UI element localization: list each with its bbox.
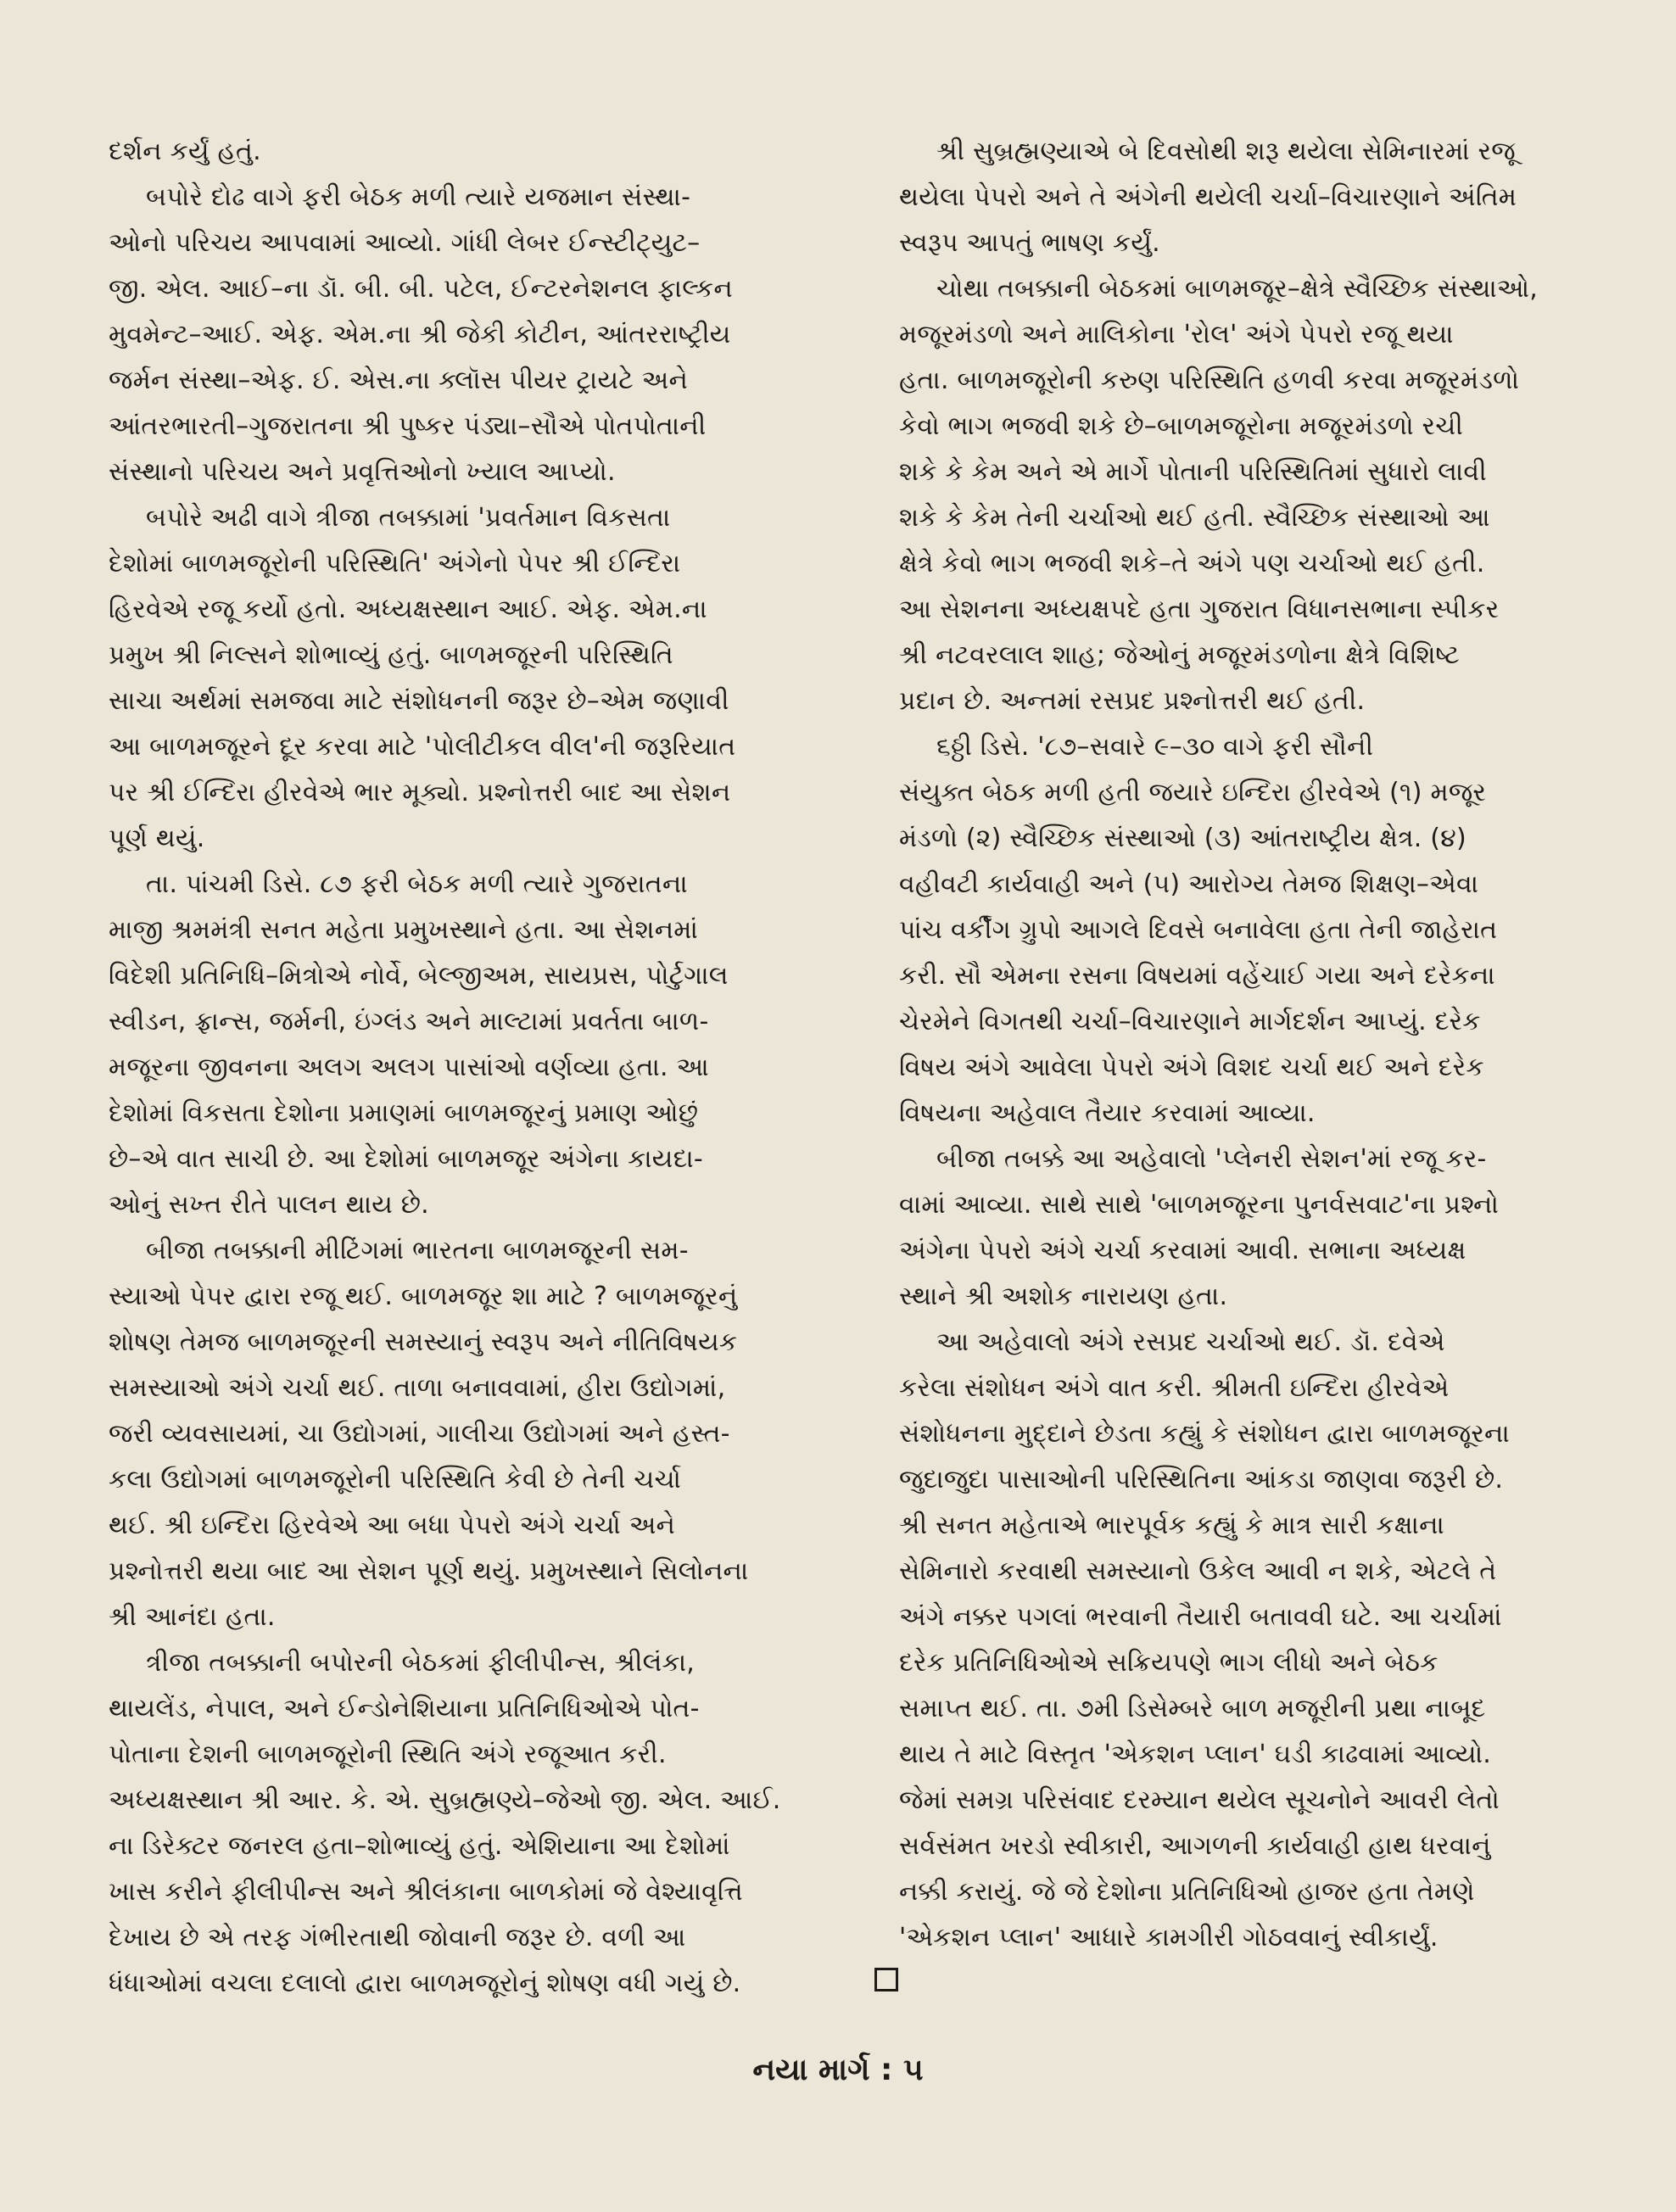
text-line: ખાસ કરીને ફીલીપીન્સ અને શ્રીલંકાના બાળકોમાં જે વેશ્યાવૃત્તિ	[109, 1877, 743, 1907]
text-line: પર શ્રી ઈન્દિરા હીરવેએ ભાર મૂક્યો. પ્રશ્નોત્તરી બાદ આ સેશન	[109, 778, 731, 807]
text-line: થઈ. શ્રી ઇન્દિરા હિરવેએ આ બધા પેપરો અંગે ચર્ચા અને	[109, 1511, 676, 1540]
right-text-column	[899, 129, 1645, 1961]
text-line: થાયલેંડ, નેપાલ, અને ઈન્ડોનેશિયાના પ્રતિનિધિઓએ પોત-	[109, 1694, 700, 1723]
text-line: શોષણ તેમજ બાળમજૂરની સમસ્યાનું સ્વરૂપ અને નીતિવિષયક	[109, 1327, 738, 1357]
text-line: શ્રી સુબ્રહ્મણ્યાએ બે દિવસોથી શરૂ થયેલા સેમિનારમાં રજૂ	[936, 137, 1516, 166]
text-line: સાચા અર્થમાં સમજવા માટે સંશોધનની જરૂર છે–એમ જણાવી	[109, 686, 729, 716]
text-line: સમસ્યાઓ અંગે ચર્ચા થઈ. તાળા બનાવવામાં, હીરા ઉદ્યોગમાં,	[109, 1373, 726, 1403]
text-line: વિદેશી પ્રતિનિધિ–મિત્રોએ નોર્વે, બેલ્જીઅમ, સાયપ્રસ, પોર્ટુગાલ	[109, 961, 729, 991]
text-line: ઓનો પરિચય આપવામાં આવ્યો. ગાંધી લેબર ઈન્સ્ટીટ્યુટ–	[109, 228, 701, 258]
text-line: પ્રમુખ શ્રી નિલ્સને શોભાવ્યું હતું. બાળમજૂરની પરિસ્થિતિ	[109, 640, 673, 670]
text-line: અંગેના પેપરો અંગે ચર્ચા કરવામાં આવી. સભાના અધ્યક્ષ	[899, 1236, 1466, 1265]
text-line: ધંધાઓમાં વચલા દલાલો દ્વારા બાળમજૂરોનું શોષણ વધી ગયું છે.	[109, 1969, 741, 1998]
text-line: આ બાળમજૂરને દૂર કરવા માટે 'પોલીટીકલ વીલ'ની જરૂરિયાત	[109, 732, 736, 762]
paragraph	[899, 266, 1645, 724]
text-line: કલા ઉદ્યોગમાં બાળમજૂરોની પરિસ્થિતિ કેવી છે તેની ચર્ચા	[109, 1465, 682, 1494]
text-line: સંસ્થાનો પરિચય અને પ્રવૃત્તિઓનો ખ્યાલ આપ્યો.	[109, 457, 616, 487]
page-footer: નયા માર્ગ : ૫	[752, 2053, 924, 2087]
text-line: શકે કે કેમ અને એ માર્ગે પોતાની પરિસ્થિતિમાં સુધારો લાવી	[899, 457, 1487, 487]
text-line: નક્કી કરાયું. જે જે દેશોના પ્રતિનિધિઓ હાજર હતા તેમણે	[899, 1877, 1475, 1907]
text-line: દેશોમાં વિકસતા દેશોના પ્રમાણમાં બાળમજૂરનું પ્રમાણ ઓછું	[109, 1098, 699, 1128]
text-line: વહીવટી કાર્યવાહી અને (૫) આરોગ્ય તેમજ શિક્ષણ–એવા	[899, 869, 1479, 899]
text-line: પાંચ વર્કીંગ ગ્રુપો આગલે દિવસે બનાવેલા હતા તેની જાહેરાત	[899, 915, 1498, 945]
text-line: દર્શન કર્યું હતું.	[109, 137, 261, 166]
text-line: શ્રી નટવરલાલ શાહ; જેઓનું મજૂરમંડળોના ક્ષેત્રે વિશિષ્ટ	[899, 640, 1460, 670]
text-line: માજી શ્રમમંત્રી સનત મહેતા પ્રમુખસ્થાને હતા. આ સેશનમાં	[109, 915, 699, 945]
text-line: સંયુક્ત બેઠક મળી હતી જયારે ઇન્દિરા હીરવેએ (૧) મજૂર	[899, 778, 1487, 807]
text-line: દેશોમાં બાળમજૂરોની પરિસ્થિતિ' અંગેનો પેપર શ્રી ઈન્દિરા	[109, 549, 681, 578]
text-line: સર્વસંમત ખરડો સ્વીકારી, આગળની કાર્યવાહી હાથ ધરવાનું	[899, 1831, 1491, 1861]
text-line: પૂર્ણ થયું.	[109, 824, 205, 853]
paragraph	[899, 724, 1645, 1137]
text-line: 'એકશન પ્લાન' આધારે કામગીરી ગોઠવવાનું સ્વીકાર્યું.	[899, 1923, 1439, 1952]
text-line: કેવો ભાગ ભજવી શકે છે–બાળમજૂરોના મજૂરમંડળો રચી	[899, 411, 1464, 441]
text-line: સંશોધનના મુદ્દાને છેડતા કહ્યું કે સંશોધન દ્વારા બાળમજૂરના	[899, 1419, 1510, 1449]
text-line: ચોથા તબક્કાની બેઠકમાં બાળમજૂર–ક્ષેત્રે સ્વૈચ્છિક સંસ્થાઓ,	[936, 274, 1539, 304]
text-line: છે–એ વાત સાચી છે. આ દેશોમાં બાળમજૂર અંગેના કાયદા-	[109, 1144, 703, 1174]
text-line: વામાં આવ્યા. સાથે સાથે 'બાળમજૂરના પુનર્વસવાટ'ના પ્રશ્નો	[899, 1190, 1500, 1220]
paragraph	[109, 1228, 855, 1640]
text-line: કરી. સૌ એમના રસના વિષયમાં વહેંચાઈ ગયા અને દરેકના	[899, 961, 1495, 991]
article-end-mark	[874, 1968, 898, 1991]
text-line: સમાપ્ત થઈ. તા. ૭મી ડિસેમ્બરે બાળ મજૂરીની પ્રથા નાબૂદ	[899, 1694, 1486, 1723]
text-line: સ્થાને શ્રી અશોક નારાયણ હતા.	[899, 1282, 1228, 1311]
text-line: શ્રી સનત મહેતાએ ભારપૂર્વક કહ્યું કે માત્ર સારી કક્ષાના	[899, 1511, 1444, 1540]
left-text-column	[109, 129, 855, 2007]
text-line: જરી વ્યવસાયમાં, ચા ઉદ્યોગમાં, ગાલીચા ઉદ્યોગમાં અને હસ્ત-	[109, 1419, 730, 1449]
text-line: સ્યાઓ પેપર દ્વારા રજૂ થઈ. બાળમજૂર શા માટે ? બાળમજૂરનું	[109, 1282, 738, 1311]
text-line: પ્રદાન છે. અન્તમાં રસપ્રદ પ્રશ્નોત્તરી થઈ હતી.	[899, 686, 1366, 716]
text-line: પ્રશ્નોત્તરી થયા બાદ આ સેશન પૂર્ણ થયું. પ્રમુખસ્થાને સિલોનના	[109, 1556, 749, 1586]
text-line: જર્મન સંસ્થા–એફ. ઈ. એસ.ના ક્લૉસ પીયર ટ્રાયટે અને	[109, 366, 689, 395]
text-line: મુવમેન્ટ–આઈ. એફ. એમ.ના શ્રી જેકી કોટીન, આંતરરાષ્ટ્રીય	[109, 320, 731, 349]
text-line: બીજા તબક્કે આ અહેવાલો 'પ્લેનરી સેશન'માં રજૂ કર-	[936, 1144, 1487, 1174]
text-line: થયેલા પેપરો અને તે અંગેની થયેલી ચર્ચા–વિચારણાને અંતિમ	[899, 182, 1517, 212]
text-line: બપોરે અઢી વાગે ત્રીજા તબક્કામાં 'પ્રવર્તમાન વિકસતા	[146, 503, 671, 533]
text-line: જુદાજુદા પાસાઓની પરિસ્થિતિના આંકડા જાણવા જરૂરી છે.	[899, 1465, 1504, 1494]
text-line: શકે કે કેમ તેની ચર્ચાઓ થઈ હતી. સ્વૈચ્છિક સંસ્થાઓ આ	[899, 503, 1490, 533]
text-line: જેમાં સમગ્ર પરિસંવાદ દરમ્યાન થયેલ સૂચનોને આવરી લેતો	[899, 1785, 1500, 1815]
text-line: મંડળો (૨) સ્વૈચ્છિક સંસ્થાઓ (૩) આંતરાષ્ટ્રીય ક્ષેત્ર. (૪)	[899, 824, 1466, 853]
text-line: દેખાય છે એ તરફ ગંભીરતાથી જોવાની જરૂર છે. વળી આ	[109, 1923, 686, 1952]
text-line: બીજા તબક્કાની મીટિંગમાં ભારતના બાળમજૂરની સમ-	[146, 1236, 689, 1265]
text-line: ચેરમેને વિગતથી ચર્ચા–વિચારણાને માર્ગદર્શન આપ્યું. દરેક	[899, 1007, 1481, 1036]
paragraph	[109, 129, 855, 175]
text-line: બપોરે દોઢ વાગે ફરી બેઠક મળી ત્યારે યજમાન સંસ્થા-	[146, 182, 691, 212]
text-line: અંગે નક્કર પગલાં ભરવાની તૈયારી બતાવવી ઘટે. આ ચર્ચામાં	[899, 1602, 1502, 1632]
text-line: ત્રીજા તબક્કાની બપોરની બેઠકમાં ફીલીપીન્સ, શ્રીલંકા,	[146, 1648, 695, 1678]
text-line: વિષયના અહેવાલ તૈયાર કરવામાં આવ્યા.	[899, 1098, 1316, 1128]
paragraph	[109, 175, 855, 495]
text-line: મજૂરના જીવનના અલગ અલગ પાસાંઓ વર્ણવ્યા હતા. આ	[109, 1053, 709, 1082]
paragraph	[899, 1320, 1645, 1961]
paragraph	[899, 129, 1645, 266]
text-line: આ સેશનના અધ્યક્ષપદે હતા ગુજરાત વિધાનસભાના સ્પીકર	[899, 595, 1500, 624]
text-line: પોતાના દેશની બાળમજૂરોની સ્થિતિ અંગે રજૂઆત કરી.	[109, 1740, 667, 1769]
text-line: આંતરભારતી–ગુજરાતના શ્રી પુષ્કર પંડ્યા–સૌએ પોતપોતાની	[109, 411, 707, 441]
text-line: સ્વરૂપ આપતું ભાષણ કર્યું.	[899, 228, 1160, 258]
text-line: સ્વીડન, ફ્રાન્સ, જર્મની, ઇંગ્લંડ અને માલ્ટામાં પ્રવર્તતા બાળ-	[109, 1007, 709, 1036]
text-line: દરેક પ્રતિનિધિઓએ સક્રિયપણે ભાગ લીધો અને બેઠક	[899, 1648, 1439, 1678]
text-line: અધ્યક્ષસ્થાન શ્રી આર. કે. એ. સુબ્રહ્મણ્યે–જેઓ જી. એલ. આઈ.	[109, 1785, 781, 1815]
text-line: હતા. બાળમજૂરોની કરુણ પરિસ્થિતિ હળવી કરવા મજૂરમંડળો	[899, 366, 1520, 395]
text-line: ઓનું સખ્ત રીતે પાલન થાય છે.	[109, 1190, 429, 1220]
text-line: ના ડિરેક્ટર જનરલ હતા–શોભાવ્યું હતું. એશિયાના આ દેશોમાં	[109, 1831, 730, 1861]
paragraph	[899, 1137, 1645, 1320]
paragraph	[109, 495, 855, 862]
text-line: ક્ષેત્રે કેવો ભાગ ભજવી શકે–તે અંગે પણ ચર્ચાઓ થઈ હતી.	[899, 549, 1485, 578]
text-line: ૬ઠ્ઠી ડિસે. '૮૭–સવારે ૯–૩૦ વાગે ફરી સૌની	[936, 732, 1374, 762]
text-line: વિષય અંગે આવેલા પેપરો અંગે વિશદ ચર્ચા થઈ અને દરેક	[899, 1053, 1484, 1082]
text-line: જી. એલ. આઈ–ના ડૉ. બી. બી. પટેલ, ઈન્ટરનેશનલ ફાલ્કન	[109, 274, 733, 304]
text-line: કરેલા સંશોધન અંગે વાત કરી. શ્રીમતી ઇન્દિરા હીરવેએ	[899, 1373, 1450, 1403]
text-line: તા. પાંચમી ડિસે. ૮૭ ફરી બેઠક મળી ત્યારે ગુજરાતના	[146, 869, 688, 899]
text-line: શ્રી આનંદા હતા.	[109, 1602, 276, 1632]
text-line: આ અહેવાલો અંગે રસપ્રદ ચર્ચાઓ થઈ. ડૉ. દવેએ	[936, 1327, 1445, 1357]
text-line: થાય તે માટે વિસ્તૃત 'એકશન પ્લાન' ઘડી કાઢવામાં આવ્યો.	[899, 1740, 1492, 1769]
paragraph	[109, 862, 855, 1228]
paragraph	[109, 1640, 855, 2007]
text-line: હિરવેએ રજૂ કર્યો હતો. અધ્યક્ષસ્થાન આઈ. એફ. એમ.ના	[109, 595, 707, 624]
text-line: સેમિનારો કરવાથી સમસ્યાનો ઉકેલ આવી ન શકે, એટલે તે	[899, 1556, 1497, 1586]
text-line: મજૂરમંડળો અને માલિકોના 'રોલ' અંગે પેપરો રજૂ થયા	[899, 320, 1454, 349]
